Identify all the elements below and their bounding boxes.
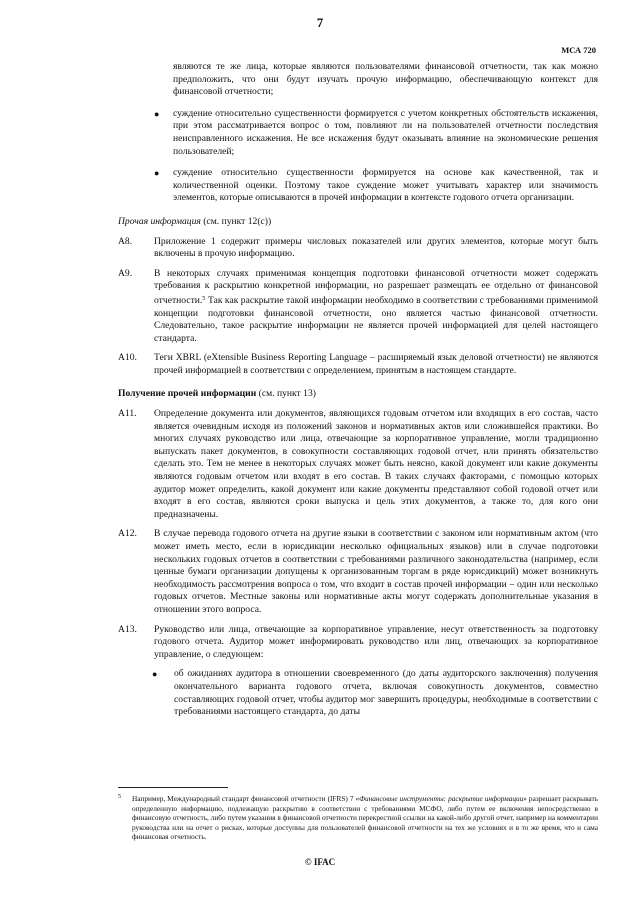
paragraph-number: A8. (118, 235, 133, 247)
paragraph-number: A12. (118, 528, 137, 540)
bullet-text: суждение относительно существенности формируется на основе как качественной, так и количественной оценки. Поэтому такое суждение может учитывать характер или значимость элементов, которые описываются в прочей информации в контексте годового отчета организации. (173, 167, 598, 204)
paragraph-a8 (118, 236, 598, 261)
paragraph-text: В некоторых случаях применимая концепция подготовки финансовой отчетности может содержать требования к раскрытию конкретной информации, но разрешает размещать ее отдельно от финансовой отчетности. (154, 267, 598, 306)
footnote-text: » разрешает раскрывать определенную информацию, подлежащую раскрытию в соответствии с требованиями МСФО, либо путем ее включения непосредственно в финансовую отчетность, либо путем указания в финансовой отчетности перекрестной ссылки на какой-либо другой отчет, например на комментарии руководства или на отчет о рисках, которые доступны для пользователей финансовой отчетности на тех же условиях и в то же время, что и сама финансовая отчетность. (132, 794, 598, 842)
footnote-reference[interactable]: 5 (202, 294, 206, 302)
footnote-text: Например, Международный стандарт финансовой отчетности (IFRS) 7 « (132, 794, 360, 803)
paragraph-text: Определение документа или документов, являющихся годовым отчетом или входящих в его состав, часто является очевидным исходя из положений законов и нормативных актов или сложившейся практики. Во многих случаях руководство или лица, отвечающие за корпоративное управление, могли традиционно выпускать пакет документов, в совокупности составляющих годовой отчет, или принять обязательство сделать это. Тем не менее в некоторых случаях может быть неясно, какой документ или какие документы являются годовым отчетом или входят в его состав. В таких случаях факторами, с помощью которых аудитор может определить, какой документ или какие документы представляют собой годовой отчет или входят в его состав, являются сроки выпуска и цель этих документов, а также то, для кого они предназначены. (154, 408, 598, 520)
paragraph-text: Руководство или лица, отвечающие за корпоративное управление, несут ответственность за подготовку годового отчета. Аудитор может информировать руководство или лиц, отвечающих за корпоративное управление, о следующем: (154, 623, 598, 660)
paragraph-number: A11. (118, 408, 137, 420)
paragraph-a10 (118, 352, 598, 377)
paragraph-a9 (118, 268, 598, 346)
bullet-text: об ожиданиях аудитора в отношении своевременного (до даты аудиторского заключения) получения окончательного варианта годового отчета, включая совокупность документов, совместно составляющих годовой отчет, чтобы аудитор мог завершить процедуры, необходимые в соответствии с требованиями настоящего стандарта, до даты (174, 668, 598, 718)
section-heading-ref: (см. пункт 12(c)) (200, 215, 272, 227)
paragraph-text: Приложение 1 содержит примеры числовых показателей или других элементов, которые могут быть включены в прочую информацию. (154, 235, 598, 260)
page-body (118, 61, 598, 719)
paragraph-a11 (118, 408, 598, 521)
footnote-divider (118, 787, 228, 788)
paragraph-a12 (118, 528, 598, 616)
section-heading-other-info (118, 216, 598, 229)
section-heading-title: Получение прочей информации (118, 388, 257, 400)
footnote (118, 794, 598, 842)
footnote-italic-title: Финансовые инструменты: раскрытие информации (359, 794, 524, 803)
footnote-mark: 5 (118, 794, 121, 800)
intro-continuation: являются те же лица, которые являются пользователями финансовой отчетности, так как можно предположить, что они будут изучать прочую информацию, обеспечивающую контекст для финансовой отчетности; (173, 61, 598, 98)
bullet-dot-icon: ● (152, 669, 158, 680)
paragraph-number: A9. (118, 267, 133, 279)
section-heading-title: Прочая информация (118, 215, 201, 227)
section-heading-ref: (см. пункт 13) (256, 388, 316, 400)
paragraph-text: В случае перевода годового отчета на другие языки в соответствии с законом или нормативным актом (что может иметь место, если в юрисдикции несколько официальных языков) или в случае подготовки нескольких годовых отчетов в соответствии с требованиями различного законодательства (например, если ценные бумаги организации допущены к организованным торгам в ряде юрисдикций) может возникнуть необходимость рассмотрения вопроса о том, что входит в состав прочей информации – один или несколько годовых отчетов. Местные законы или нормативные акты могут содержать дополнительные указания в отношении этого вопроса. (154, 528, 598, 615)
paragraph-number: A10. (118, 352, 137, 364)
bullet-item (118, 108, 598, 158)
bullet-item (118, 668, 598, 718)
paragraph-text: Теги XBRL (eXtensible Business Reporting Language – расширяемый язык деловой отчетности) не являются прочей информацией в соответствии с определением, принятым в настоящем стандарте. (154, 352, 598, 376)
copyright-footer: © IFAC (304, 857, 336, 867)
paragraph-number: A13. (118, 623, 137, 635)
paragraph-text: Так как раскрытие такой информации необходимо в соответствии с требованиями применимой концепции подготовки финансовой отчетности, оно является частью финансовой отчетности. Следовательно, такое раскрытие информации не является прочей информацией для целей настоящего стандарта. (154, 294, 598, 344)
bullet-dot-icon: ● (154, 108, 160, 119)
standard-code: МСА 720 (561, 45, 596, 55)
paragraph-a13 (118, 624, 598, 662)
bullet-text: суждение относительно существенности формируется с учетом конкретных обстоятельств искажения, при этом рассматривается вопрос о том, повлияют ли на пользователей отчетности последствия неисправленного искажения. Не все искажения будут оказывать влияние на экономические решения пользователей; (173, 107, 598, 157)
page-number: 7 (316, 15, 324, 30)
section-heading-obtaining (118, 388, 598, 401)
bullet-item (118, 167, 598, 205)
bullet-dot-icon: ● (154, 168, 160, 179)
